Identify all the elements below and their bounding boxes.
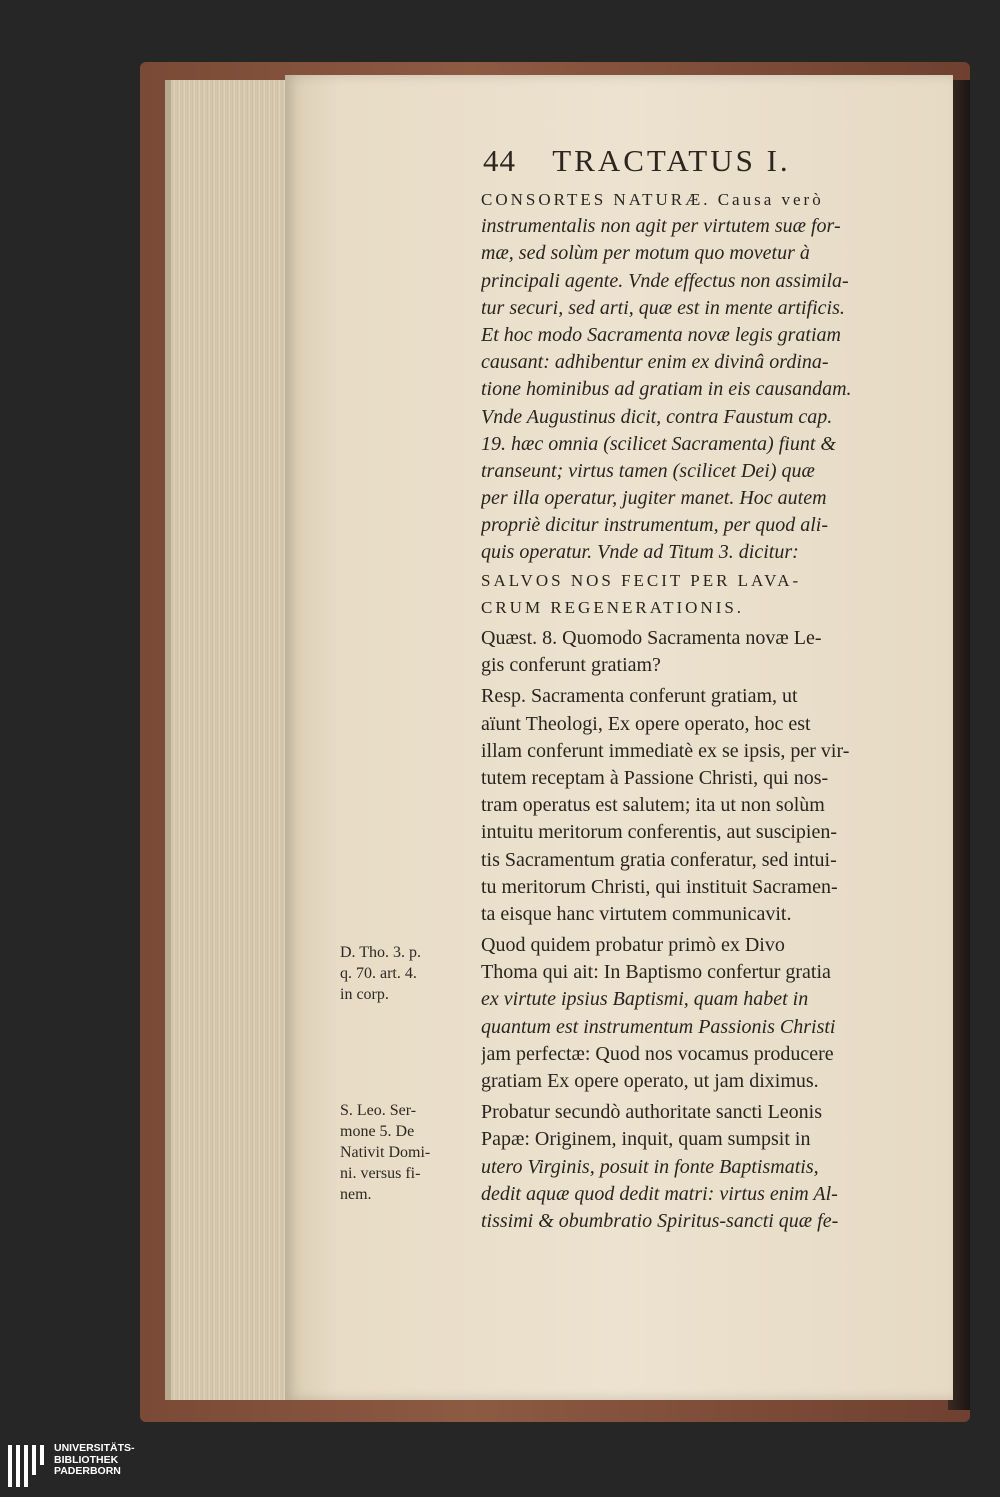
marginal-note-line: D. Tho. 3. p.	[340, 944, 422, 961]
text-line: quantum est instrumentum Passionis Christi	[481, 1015, 836, 1038]
marginal-note	[340, 1100, 462, 1205]
text-line: intuitu meritorum conferentis, aut suscipien-	[481, 821, 838, 844]
text-line: quis operatur. Vnde ad Titum 3. dicitur:	[481, 541, 799, 564]
marginal-note-line: q. 70. art. 4.	[340, 965, 417, 982]
page-number: 44	[483, 143, 516, 178]
text-line: tram operatus est salutem; ita ut non solùm	[481, 794, 825, 817]
running-title: TRACTATUS I.	[552, 143, 791, 178]
text-line: illam conferunt immediatè ex se ipsis, per vir-	[481, 739, 850, 762]
text-line: per illa operatur, jugiter manet. Hoc autem	[481, 487, 827, 510]
body-text	[481, 186, 935, 1235]
text-line: CRUM REGENERATIONIS.	[481, 597, 745, 617]
text-line: transeunt; virtus tamen (scilicet Dei) quæ	[481, 459, 815, 482]
text-line: tur securi, sed arti, quæ est in mente artificis.	[481, 296, 845, 319]
text-line: Thoma qui ait: In Baptismo confertur gratia	[481, 961, 831, 984]
text-line: Papæ: Originem, inquit, quam sumpsit in	[481, 1128, 811, 1151]
marginal-note-line: in corp.	[340, 986, 389, 1003]
marginal-note-line: nem.	[340, 1186, 372, 1203]
text-line: ta eisque hanc virtutem communicavit.	[481, 902, 792, 925]
library-logo-text	[54, 1443, 135, 1478]
text-line: tione hominibus ad gratiam in eis causandam.	[481, 378, 852, 401]
text-line: Vnde Augustinus dicit, contra Faustum cap.	[481, 405, 833, 428]
text-line: Quæst. 8. Quomodo Sacramenta novæ Le-	[481, 627, 822, 649]
logo-line: PADERBORN	[54, 1465, 121, 1477]
text-line: tutem receptam à Passione Christi, qui nos-	[481, 766, 829, 789]
text-line: jam perfectæ: Quod nos vocamus producere	[481, 1042, 834, 1065]
logo-line: UNIVERSITÄTS-	[54, 1442, 135, 1454]
text-line: Resp. Sacramenta conferunt gratiam, ut	[481, 685, 798, 708]
text-line: tu meritorum Christi, qui instituit Sacramen-	[481, 875, 838, 898]
text-line: SALVOS NOS FECIT PER LAVA-	[481, 570, 802, 590]
text-line: ex virtute ipsius Baptismi, quam habet in	[481, 988, 809, 1011]
marginal-note	[340, 942, 462, 1005]
text-line: tissimi & obumbratio Spiritus-sancti quæ fe-	[481, 1209, 839, 1232]
text-line: principali agente. Vnde effectus non assimila-	[481, 269, 849, 292]
text-line: propriè dicitur instrumentum, per quod ali-	[481, 514, 829, 537]
text-line: utero Virginis, posuit in fonte Baptismatis,	[481, 1155, 819, 1178]
text-line: mæ, sed solùm per motum quo movetur à	[481, 242, 810, 265]
text-line: 19. hæc omnia (scilicet Sacramenta) fiunt &	[481, 432, 836, 455]
text-line: instrumentalis non agit per virtutem suæ for-	[481, 215, 841, 238]
text-line: CONSORTES NATURÆ. Causa verò	[481, 190, 824, 209]
text-line: aïunt Theologi, Ex opere operato, hoc est	[481, 712, 811, 735]
text-line: tis Sacramentum gratia conferatur, sed intui-	[481, 848, 837, 871]
library-logo-icon	[8, 1445, 48, 1487]
text-line: dedit aquæ quod dedit matri: virtus enim Al-	[481, 1182, 838, 1205]
text-line: Quod quidem probatur primò ex Divo	[481, 934, 785, 957]
logo-line: BIBLIOTHEK	[54, 1453, 119, 1466]
text-line: gratiam Ex opere operato, ut jam diximus.	[481, 1070, 819, 1092]
page-header	[483, 143, 943, 185]
text-line: gis conferunt gratiam?	[481, 654, 661, 677]
text-line: Et hoc modo Sacramenta novæ legis gratiam	[481, 323, 841, 346]
marginal-note-line: S. Leo. Ser-	[340, 1102, 417, 1119]
library-logo	[0, 1437, 160, 1497]
marginal-note-line: Nativit Domi-	[340, 1144, 431, 1161]
text-line: causant: adhibentur enim ex divinâ ordina-	[481, 351, 829, 374]
marginal-note-line: ni. versus fi-	[340, 1165, 421, 1182]
page-edges	[165, 80, 296, 1400]
text-line: Probatur secundò authoritate sancti Leonis	[481, 1101, 823, 1124]
marginal-note-line: mone 5. De	[340, 1123, 415, 1140]
